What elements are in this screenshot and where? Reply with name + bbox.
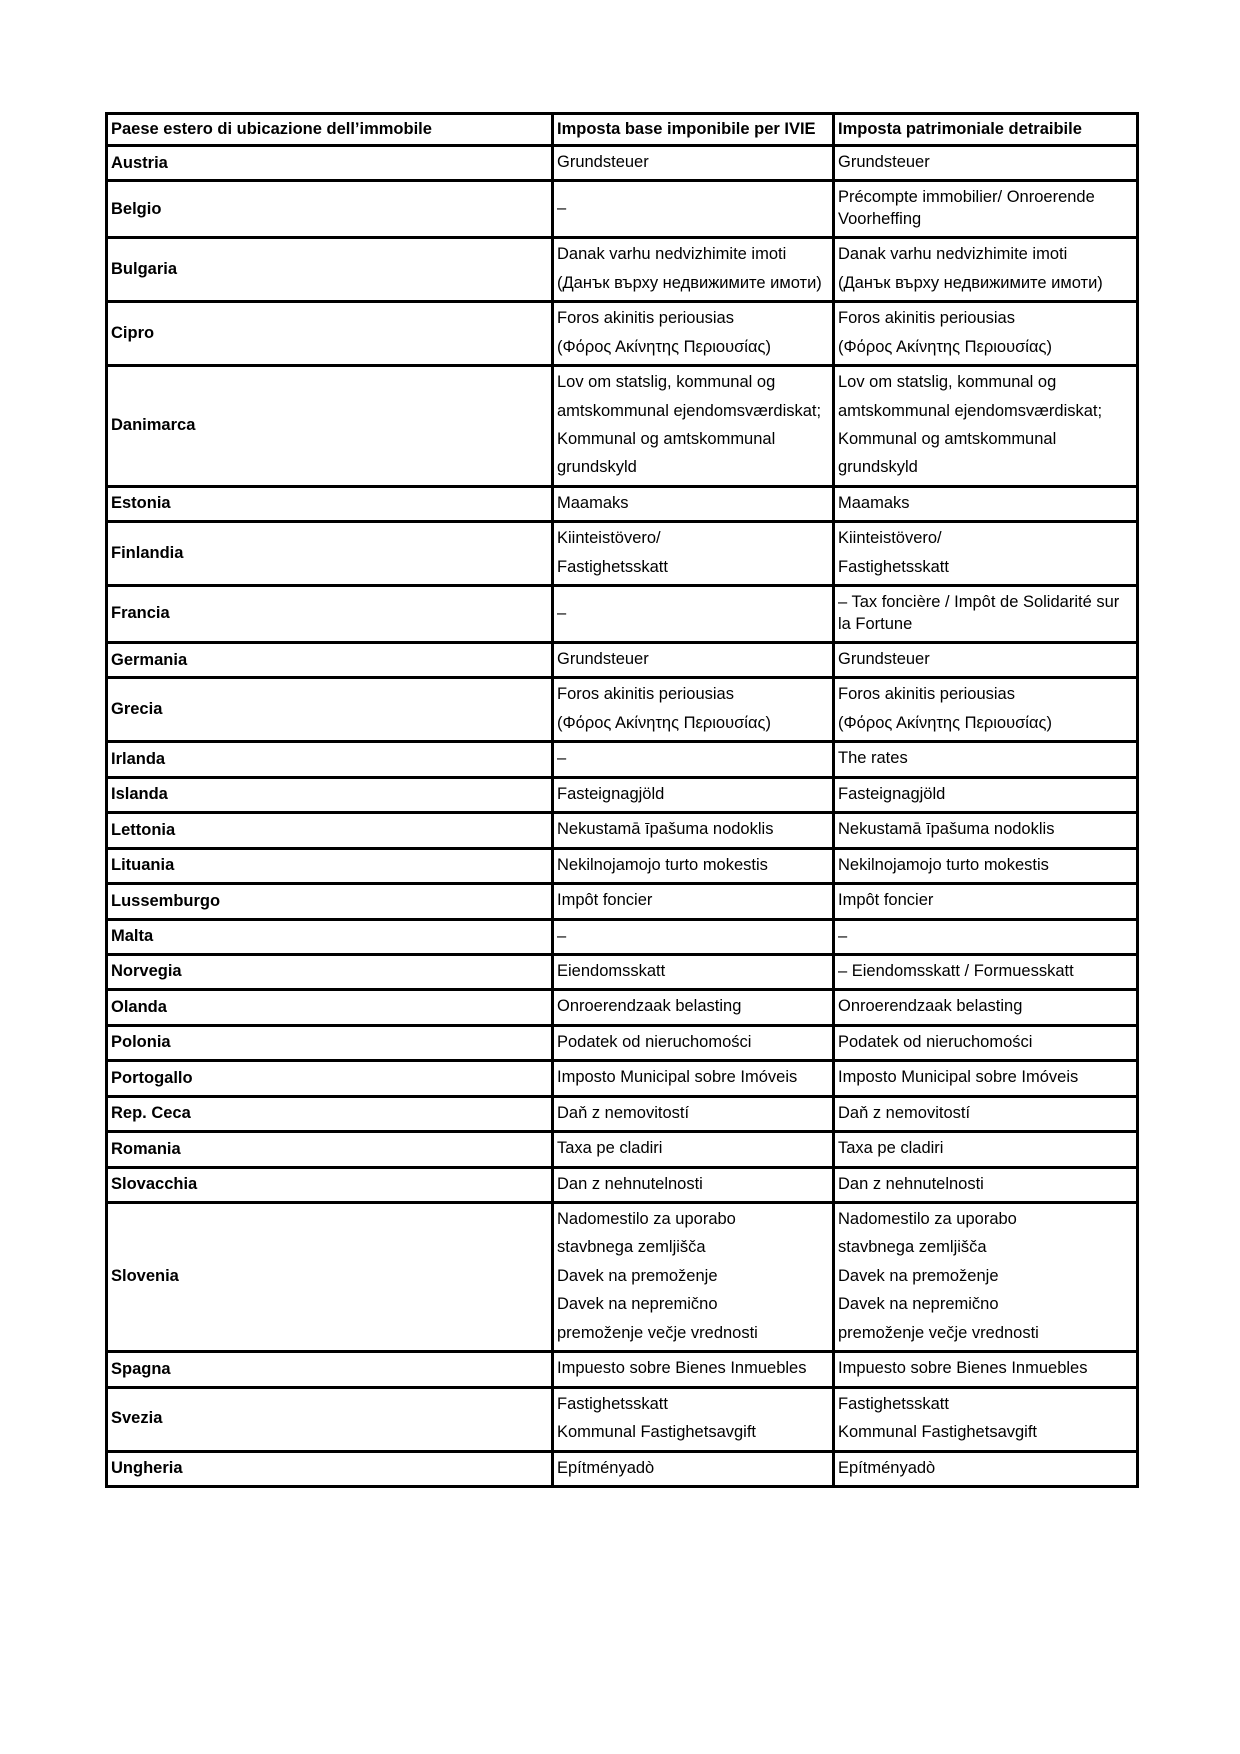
tax-name-line: Foros akinitis periousias xyxy=(557,685,734,704)
deductible-tax-cell xyxy=(834,1352,1138,1387)
deductible-tax-cell xyxy=(834,848,1138,883)
table-header-row xyxy=(107,114,1138,146)
tax-name-line: Grundsteuer xyxy=(557,153,649,171)
tax-name-line: Kommunal Fastighetsavgift xyxy=(838,1423,1038,1442)
deductible-tax-cell xyxy=(834,678,1138,742)
country-cell: Portogallo xyxy=(107,1061,553,1096)
header-deductible-tax: Imposta patrimoniale detraibile xyxy=(834,114,1138,146)
tax-name-line: Epítményadò xyxy=(557,1458,655,1477)
table-row xyxy=(107,919,1138,954)
deductible-tax-cell xyxy=(834,366,1138,487)
country-cell: Germania xyxy=(107,643,553,678)
tax-name-line: (Данък върху недвижимите имоти) xyxy=(557,273,822,292)
table-row xyxy=(107,1025,1138,1060)
table-row xyxy=(107,742,1138,777)
deductible-tax-cell xyxy=(834,884,1138,919)
table-row xyxy=(107,1132,1138,1167)
tax-name-line: Lov om statslig, kommunal og xyxy=(838,373,1057,392)
country-cell: Danimarca xyxy=(107,366,553,487)
tax-name-line: Fasteignagjöld xyxy=(557,784,665,803)
tax-name-line: Kiinteistövero/ xyxy=(557,529,661,548)
table-row xyxy=(107,643,1138,678)
country-cell: Polonia xyxy=(107,1025,553,1060)
base-tax-cell xyxy=(553,238,834,302)
deductible-tax-cell xyxy=(834,302,1138,366)
tax-name-line: grundskyld xyxy=(557,458,637,477)
tax-name-line: Kiinteistövero/ xyxy=(838,529,942,548)
deductible-tax-cell xyxy=(834,777,1138,812)
deductible-tax-cell xyxy=(834,919,1138,954)
tax-name-line: (Φόρος Ακίνητης Περιουσίας) xyxy=(557,337,771,356)
base-tax-cell xyxy=(553,366,834,487)
tax-name-line: Impuesto sobre Bienes Inmuebles xyxy=(838,1359,1088,1378)
header-country: Paese estero di ubicazione dell’immobile xyxy=(107,114,553,146)
tax-name-line: – xyxy=(557,749,567,768)
base-tax-cell xyxy=(553,1387,834,1451)
table-row xyxy=(107,366,1138,487)
deductible-tax-cell xyxy=(834,238,1138,302)
country-cell: Grecia xyxy=(107,678,553,742)
table-row xyxy=(107,1096,1138,1131)
country-cell: Islanda xyxy=(107,777,553,812)
tax-name-line: stavbnega zemljišča xyxy=(838,1238,987,1257)
tax-name-line: Davek na premoženje xyxy=(838,1266,999,1285)
tax-name-line: Précompte immobilier/ Onroerende Voorheffing xyxy=(838,188,1095,228)
country-cell: Malta xyxy=(107,919,553,954)
table-row xyxy=(107,990,1138,1025)
country-cell: Irlanda xyxy=(107,742,553,777)
base-tax-cell xyxy=(553,1203,834,1352)
deductible-tax-cell xyxy=(834,146,1138,181)
table-row xyxy=(107,238,1138,302)
country-cell: Romania xyxy=(107,1132,553,1167)
table-row xyxy=(107,522,1138,586)
tax-name-line: Dan z nehnutelnosti xyxy=(838,1174,984,1193)
tax-name-line: Impuesto sobre Bienes Inmuebles xyxy=(557,1359,807,1378)
tax-name-line: Impôt foncier xyxy=(838,891,934,910)
base-tax-cell xyxy=(553,1096,834,1131)
tax-name-line: – xyxy=(557,603,567,622)
country-cell: Slovacchia xyxy=(107,1167,553,1202)
table-row xyxy=(107,1352,1138,1387)
deductible-tax-cell xyxy=(834,742,1138,777)
tax-name-line: – Eiendomsskatt / Formuesskatt xyxy=(838,961,1074,980)
table-row xyxy=(107,181,1138,238)
tax-name-line: Lov om statslig, kommunal og xyxy=(557,373,776,392)
tax-name-line: Fastighetsskatt xyxy=(557,557,668,576)
tax-name-line: – Tax foncière / Impôt de Solidarité sur la Fortune xyxy=(838,593,1120,633)
base-tax-cell xyxy=(553,522,834,586)
table-row xyxy=(107,1203,1138,1352)
tax-name-line: Foros akinitis periousias xyxy=(838,309,1015,328)
tax-name-line: Daň z nemovitostí xyxy=(557,1103,690,1122)
deductible-tax-cell xyxy=(834,1451,1138,1486)
base-tax-cell xyxy=(553,643,834,678)
table-row xyxy=(107,1061,1138,1096)
base-tax-cell xyxy=(553,1061,834,1096)
table-row xyxy=(107,302,1138,366)
tax-name-line: Podatek od nieruchomości xyxy=(557,1032,752,1051)
country-cell: Norvegia xyxy=(107,954,553,989)
tax-name-line: Fastighetsskatt xyxy=(838,557,949,576)
tax-name-line: stavbnega zemljišča xyxy=(557,1238,706,1257)
tax-name-line: Daň z nemovitostí xyxy=(838,1103,971,1122)
deductible-tax-cell xyxy=(834,1132,1138,1167)
tax-name-line: – xyxy=(557,199,567,218)
tax-name-line: The rates xyxy=(838,749,908,768)
deductible-tax-cell xyxy=(834,813,1138,848)
tax-name-line: Taxa pe cladiri xyxy=(838,1139,944,1158)
table-body xyxy=(107,146,1138,1487)
deductible-tax-cell xyxy=(834,1025,1138,1060)
tax-name-line: (Φόρος Ακίνητης Περιουσίας) xyxy=(838,713,1052,732)
table-row xyxy=(107,1451,1138,1486)
tax-name-line: Podatek od nieruchomości xyxy=(838,1032,1033,1051)
tax-name-line: Nadomestilo za uporabo xyxy=(838,1210,1017,1228)
country-cell: Estonia xyxy=(107,486,553,521)
header-base-tax: Imposta base imponibile per IVIE xyxy=(553,114,834,146)
tax-name-line: premoženje večje vrednosti xyxy=(557,1323,758,1342)
country-cell: Ungheria xyxy=(107,1451,553,1486)
tax-name-line: Taxa pe cladiri xyxy=(557,1139,663,1158)
base-tax-cell xyxy=(553,1025,834,1060)
tax-name-line: Foros akinitis periousias xyxy=(557,309,734,328)
country-cell: Spagna xyxy=(107,1352,553,1387)
table-row xyxy=(107,1387,1138,1451)
tax-name-line: Dan z nehnutelnosti xyxy=(557,1174,703,1193)
tax-name-line: Danak varhu nedvizhimite imoti xyxy=(557,245,787,264)
country-cell: Cipro xyxy=(107,302,553,366)
base-tax-cell xyxy=(553,742,834,777)
tax-name-line: Foros akinitis periousias xyxy=(838,685,1015,704)
tax-name-line: Imposto Municipal sobre Imóveis xyxy=(557,1068,798,1087)
tax-name-line: Grundsteuer xyxy=(838,153,930,171)
country-cell: Lussemburgo xyxy=(107,884,553,919)
deductible-tax-cell xyxy=(834,1061,1138,1096)
tax-name-line: Nekilnojamojo turto mokestis xyxy=(838,855,1049,874)
base-tax-cell xyxy=(553,1451,834,1486)
tax-name-line: grundskyld xyxy=(838,458,918,477)
tax-name-line: Epítményadò xyxy=(838,1458,936,1477)
country-cell: Belgio xyxy=(107,181,553,238)
deductible-tax-cell xyxy=(834,181,1138,238)
base-tax-cell xyxy=(553,954,834,989)
tax-name-line: Fasteignagjöld xyxy=(838,784,946,803)
deductible-tax-cell xyxy=(834,643,1138,678)
deductible-tax-cell xyxy=(834,1387,1138,1451)
tax-name-line: Grundsteuer xyxy=(557,650,649,668)
base-tax-cell xyxy=(553,586,834,643)
tax-name-line: Maamaks xyxy=(838,493,910,512)
tax-name-line: Maamaks xyxy=(557,493,629,512)
deductible-tax-cell xyxy=(834,486,1138,521)
tax-name-line: Impôt foncier xyxy=(557,891,653,910)
tax-name-line: – xyxy=(838,926,848,945)
country-cell: Svezia xyxy=(107,1387,553,1451)
deductible-tax-cell xyxy=(834,954,1138,989)
base-tax-cell xyxy=(553,990,834,1025)
table-row xyxy=(107,777,1138,812)
base-tax-cell xyxy=(553,1167,834,1202)
tax-name-line: Kommunal og amtskommunal xyxy=(838,429,1057,448)
base-tax-cell xyxy=(553,146,834,181)
table-row xyxy=(107,146,1138,181)
tax-name-line: Davek na nepremično xyxy=(838,1295,999,1314)
property-tax-table xyxy=(105,112,1139,1488)
tax-name-line: Danak varhu nedvizhimite imoti xyxy=(838,245,1068,264)
country-cell: Finlandia xyxy=(107,522,553,586)
base-tax-cell xyxy=(553,919,834,954)
country-cell: Bulgaria xyxy=(107,238,553,302)
tax-name-line: Eiendomsskatt xyxy=(557,961,666,980)
tax-name-line: amtskommunal ejendomsværdiskat; xyxy=(838,401,1103,420)
table-row xyxy=(107,884,1138,919)
base-tax-cell xyxy=(553,302,834,366)
deductible-tax-cell xyxy=(834,1167,1138,1202)
tax-name-line: Onroerendzaak belasting xyxy=(557,997,742,1016)
tax-name-line: – xyxy=(557,926,567,945)
deductible-tax-cell xyxy=(834,990,1138,1025)
base-tax-cell xyxy=(553,1132,834,1167)
table-row xyxy=(107,954,1138,989)
tax-name-line: Fastighetsskatt xyxy=(557,1394,668,1413)
country-cell: Lituania xyxy=(107,848,553,883)
tax-name-line: (Φόρος Ακίνητης Περιουσίας) xyxy=(838,337,1052,356)
base-tax-cell xyxy=(553,1352,834,1387)
country-cell: Slovenia xyxy=(107,1203,553,1352)
tax-name-line: Grundsteuer xyxy=(838,650,930,668)
base-tax-cell xyxy=(553,848,834,883)
base-tax-cell xyxy=(553,486,834,521)
base-tax-cell xyxy=(553,777,834,812)
tax-name-line: (Φόρος Ακίνητης Περιουσίας) xyxy=(557,713,771,732)
deductible-tax-cell xyxy=(834,586,1138,643)
tax-name-line: Kommunal Fastighetsavgift xyxy=(557,1423,757,1442)
tax-name-line: Nekustamā īpašuma nodoklis xyxy=(838,820,1055,839)
table-row xyxy=(107,1167,1138,1202)
tax-name-line: Nekilnojamojo turto mokestis xyxy=(557,855,768,874)
table-row xyxy=(107,848,1138,883)
base-tax-cell xyxy=(553,678,834,742)
table-row xyxy=(107,678,1138,742)
base-tax-cell xyxy=(553,884,834,919)
country-cell: Lettonia xyxy=(107,813,553,848)
table-row xyxy=(107,586,1138,643)
tax-name-line: Kommunal og amtskommunal xyxy=(557,429,776,448)
base-tax-cell xyxy=(553,813,834,848)
country-cell: Olanda xyxy=(107,990,553,1025)
tax-name-line: amtskommunal ejendomsværdiskat; xyxy=(557,401,822,420)
base-tax-cell xyxy=(553,181,834,238)
tax-name-line: Imposto Municipal sobre Imóveis xyxy=(838,1068,1079,1087)
country-cell: Rep. Ceca xyxy=(107,1096,553,1131)
country-cell: Francia xyxy=(107,586,553,643)
deductible-tax-cell xyxy=(834,1096,1138,1131)
tax-name-line: Davek na nepremično xyxy=(557,1295,718,1314)
tax-name-line: Davek na premoženje xyxy=(557,1266,718,1285)
country-cell: Austria xyxy=(107,146,553,181)
deductible-tax-cell xyxy=(834,522,1138,586)
deductible-tax-cell xyxy=(834,1203,1138,1352)
tax-name-line: Nekustamā īpašuma nodoklis xyxy=(557,820,774,839)
tax-name-line: Onroerendzaak belasting xyxy=(838,997,1023,1016)
tax-name-line: Fastighetsskatt xyxy=(838,1394,949,1413)
tax-name-line: (Данък върху недвижимите имоти) xyxy=(838,273,1103,292)
tax-name-line: Nadomestilo za uporabo xyxy=(557,1210,736,1228)
table-row xyxy=(107,486,1138,521)
table-row xyxy=(107,813,1138,848)
tax-name-line: premoženje večje vrednosti xyxy=(838,1323,1039,1342)
